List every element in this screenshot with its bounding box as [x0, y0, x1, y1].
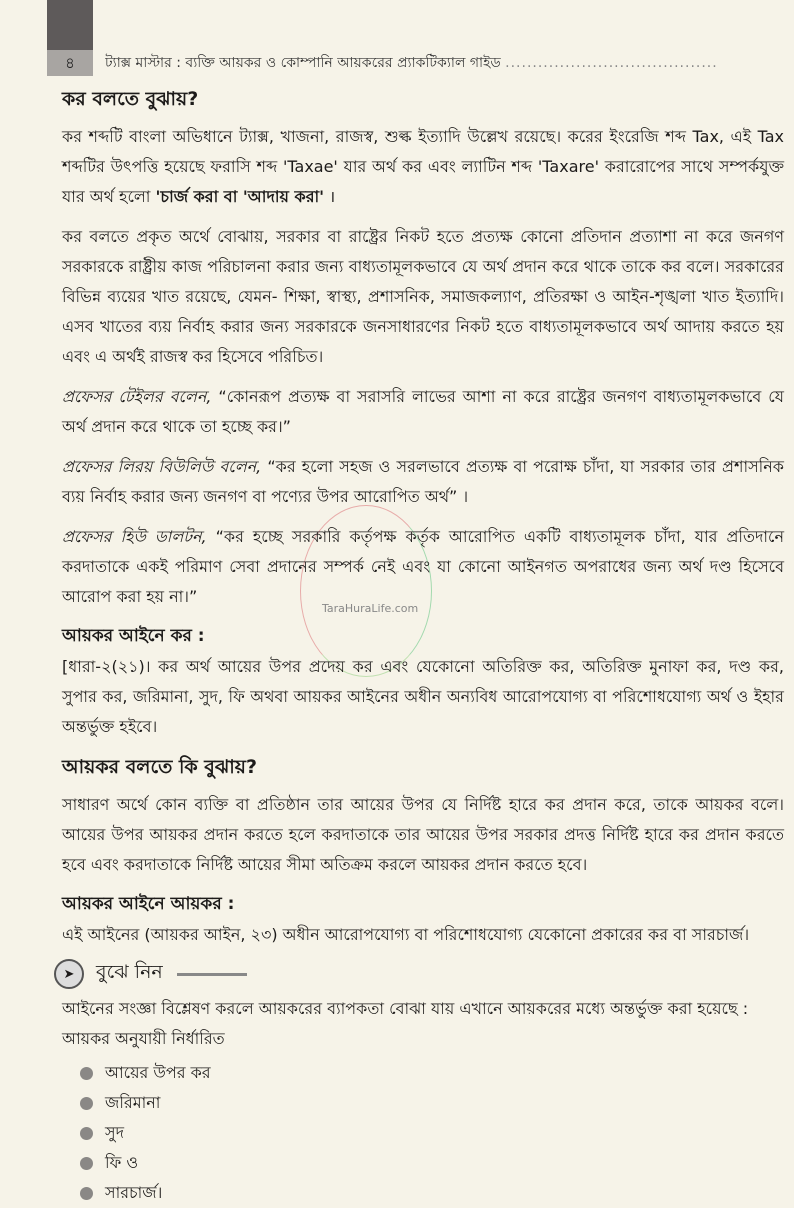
list-item	[80, 1118, 784, 1148]
list-item	[80, 1058, 784, 1088]
list-item-text: ফি ও	[105, 1153, 139, 1172]
paragraph-income-tax: সাধারণ অর্থে কোন ব্যক্তি বা প্রতিষ্ঠান তার আয়ের উপর যে নির্দিষ্ট হারে কর প্রদান করে, তাকে আয়কর বলে। আয়ের উপর আয়কর প্রদান করতে হলে করদাতাকে তার আয়ের উপর সরকার প্রদত্ত নির্দিষ্ট হারে কর প্রদান করতে হবে এবং করদাতাকে নির্দিষ্ট আয়ের সীমা অতিক্রম করলে আয়কর প্রদান করতে হবে।	[62, 795, 784, 874]
paragraph-income-tax-in-law: এই আইনের (আয়কর আইন, ২৩) অধীন আরোপযোগ্য বা পরিশোধযোগ্য যেকোনো প্রকারের কর বা সারচার্জ।	[62, 925, 750, 944]
bullet-icon	[80, 1187, 93, 1200]
bullet-icon	[80, 1157, 93, 1170]
bullet-icon	[80, 1127, 93, 1140]
text-end: ।	[324, 187, 336, 206]
list-item-text: সুদ	[105, 1123, 124, 1142]
header-dots: .......................................	[505, 55, 718, 71]
heading-what-is-tax: কর বলতে বুঝায়?	[62, 88, 199, 110]
heading-tax-in-law: আয়কর আইনে কর :	[62, 626, 205, 646]
list-item-text: সারচার্জ।	[105, 1183, 163, 1202]
list-item	[80, 1148, 784, 1178]
bullet-icon	[80, 1067, 93, 1080]
bold-text: 'চার্জ করা বা 'আদায় করা'	[155, 187, 325, 206]
paragraph-tax-meaning: কর বলতে প্রকৃত অর্থে বোঝায়, সরকার বা রাষ্ট্রের নিকট হতে প্রত্যক্ষ কোনো প্রতিদান প্রত্যাশা না করে জনগণ সরকারকে রাষ্ট্রীয় কাজ পরিচালনা করার জন্য বাধ্যতামূলকভাবে যে অর্থ প্রদান করে থাকে তাকে কর বলে। সরকারের বিভিন্ন ব্যয়ের খাত রয়েছে, যেমন- শিক্ষা, স্বাস্থ্য, প্রশাসনিক, সমাজকল্যাণ, প্রতিরক্ষা ও আইন-শৃঙ্খলা খাত ইত্যাদি। এসব খাতের ব্যয় নির্বাহ করার জন্য সরকারকে জনসাধারণের নিকট হতে বাধ্যতামূলকভাবে অর্থ আদায় করতে হয় এবং এ অর্থই রাজস্ব কর হিসেবে পরিচিত।	[62, 227, 784, 366]
page-tab-decoration	[47, 0, 93, 50]
paragraph-tax-in-law: [ধারা-২(২১)। কর অর্থ আয়ের উপর প্রদেয় কর এবং যেকোনো অতিরিক্ত কর, অতিরিক্ত মুনাফা কর, দণ্ড কর, সুপার কর, জরিমানা, সুদ, ফি অথবা আয়কর আইনের অধীন অন্যবিধ আরোপযোগ্য বা পরিশোধযোগ্য অর্থ ও ইহার অন্তর্ভুক্ত হইবে।	[62, 657, 784, 736]
text: কর শব্দটি বাংলা অভিধানে ট্যাক্স, খাজনা, রাজস্ব, শুল্ক ইত্যাদি উল্লেখ রয়েছে। করের ইংরেজি শব্দ Tax, এই Tax শব্দটির উৎপত্তি হয়েছে ফরাসি শব্দ 'Taxae' যার অর্থ কর এবং ল্যাটিন শব্দ 'Taxare' করারোপের সাথে সম্পর্কযুক্ত যার অর্থ হলো	[62, 127, 784, 206]
list-item-text: আয়ের উপর কর	[105, 1063, 211, 1082]
quote-text: “কর হলো সহজ ও সরলভাবে প্রত্যক্ষ বা পরোক্ষ চাঁদা, যা সরকার তার প্রশাসনিক ব্যয় নির্বাহ করার জন্য জনগণ বা পণ্যের উপর আরোপিত অর্থ” ।	[62, 457, 784, 506]
note-box-header	[54, 958, 784, 990]
quote-author: প্রফেসর লিরয় বিউলিউ বলেন,	[62, 457, 262, 476]
running-title: ট্যাক্স মাস্টার : ব্যক্তি আয়কর ও কোম্পানি আয়করের প্র্যাকটিক্যাল গাইড	[105, 55, 501, 71]
heading-income-tax-in-law: আয়কর আইনে আয়কর :	[62, 894, 235, 914]
page-content	[62, 84, 784, 1208]
list-item	[80, 1178, 784, 1208]
paragraph-tax-etymology	[62, 122, 784, 212]
paper-plane-icon: ➤	[54, 959, 84, 989]
quote-text: “কোনরূপ প্রত্যক্ষ বা সরাসরি লাভের আশা না করে রাষ্ট্রের জনগণ বাধ্যতামূলকভাবে যে অর্থ প্রদান করে থাকে তা হচ্ছে কর।”	[62, 387, 784, 436]
list-item	[80, 1088, 784, 1118]
quote-text: “কর হচ্ছে সরকারি কর্তৃপক্ষ কর্তৃক আরোপিত একটি বাধ্যতামূলক চাঁদা, যার প্রতিদানে করদাতাকে একই পরিমাণ সেবা প্রদানের সম্পর্ক নেই এবং যা কোনো আইনগত অপরাধের জন্য অর্থ দণ্ড হিসেবে আরোপ করা হয় না।”	[62, 527, 784, 606]
income-tax-components-list	[62, 1058, 784, 1208]
note-text: আইনের সংজ্ঞা বিশ্লেষণ করলে আয়করের ব্যাপকতা বোঝা যায় এখানে আয়করের মধ্যে অন্তর্ভুক্ত করা হয়েছে :	[62, 999, 749, 1018]
note-label: বুঝে নিন	[96, 961, 163, 983]
quote-author: প্রফেসর হিউ ডালটন,	[62, 527, 207, 546]
quote-taylor	[62, 382, 784, 442]
quote-dalton	[62, 522, 784, 612]
note-divider	[177, 973, 247, 976]
list-item-text: জরিমানা	[105, 1093, 161, 1112]
watermark-text: TaraHuraLife.com	[322, 602, 419, 615]
running-header	[105, 52, 785, 74]
heading-what-is-income-tax: আয়কর বলতে কি বুঝায়?	[62, 756, 257, 778]
quote-author: প্রফেসর টেইলর বলেন,	[62, 387, 212, 406]
note-subtext: আয়কর অনুযায়ী নির্ধারিত	[62, 1029, 225, 1048]
quote-leroy-beaulieu	[62, 452, 784, 512]
page-number: ৪	[47, 50, 93, 76]
bullet-icon	[80, 1097, 93, 1110]
